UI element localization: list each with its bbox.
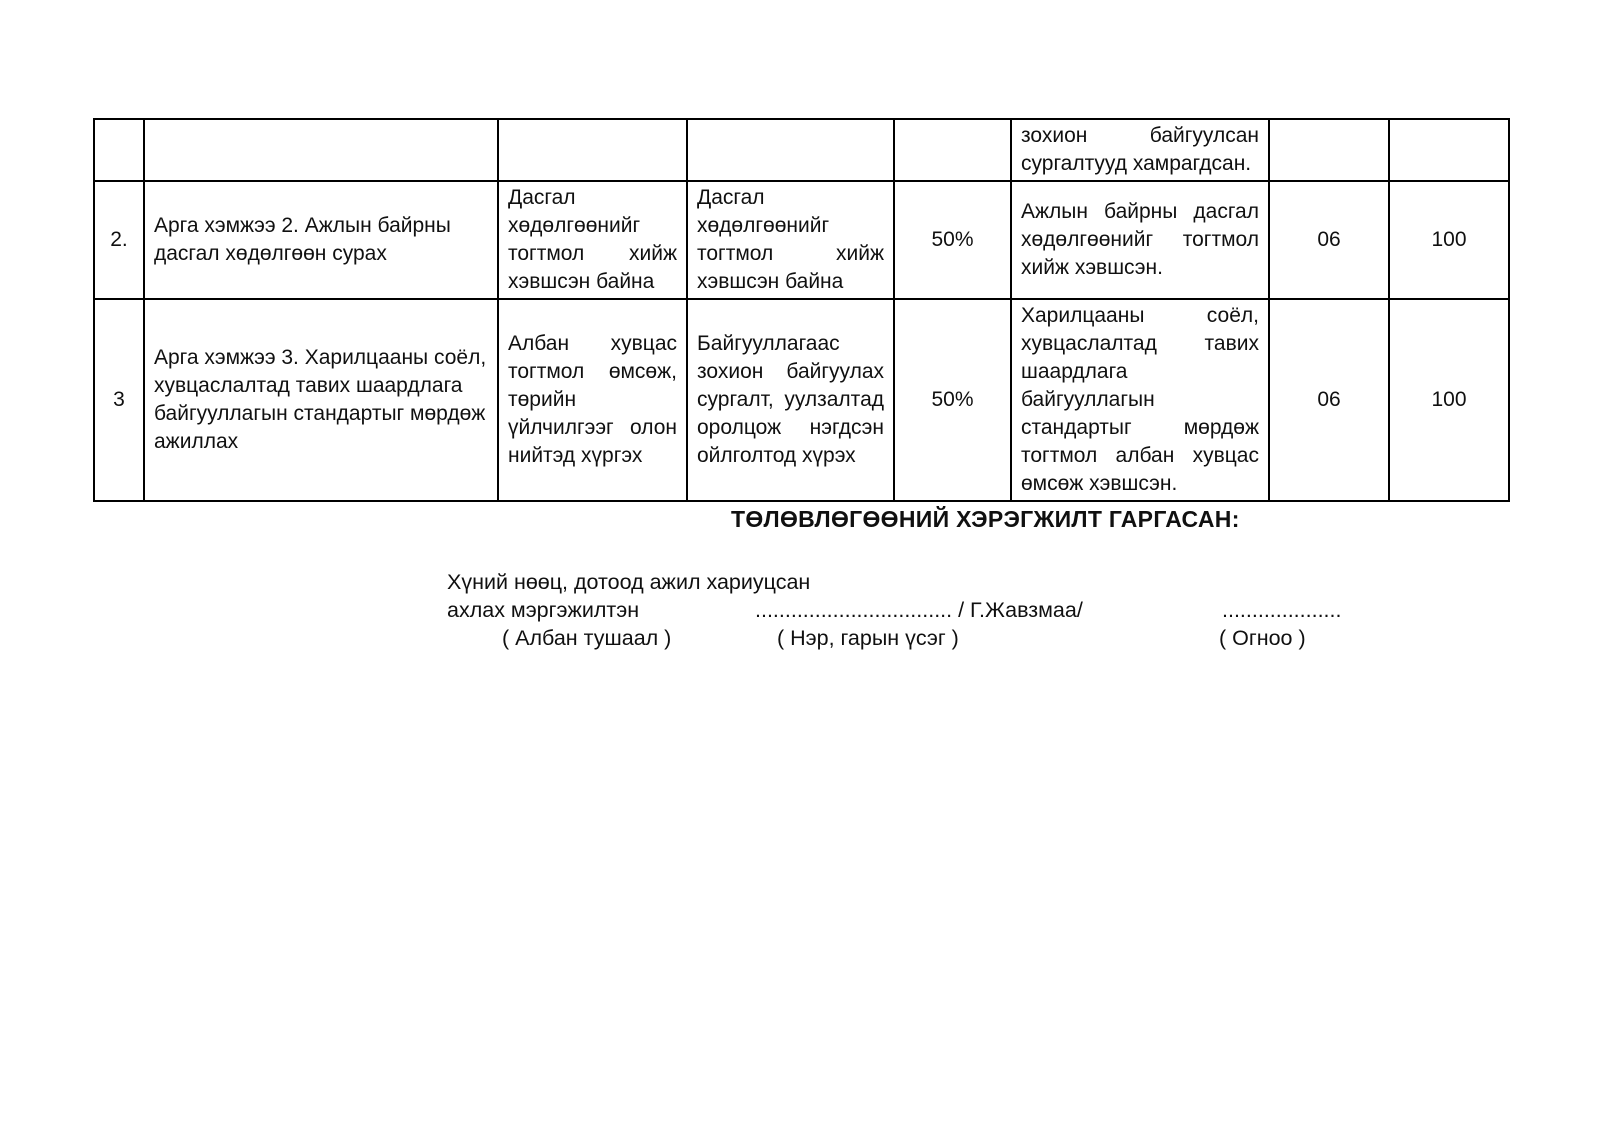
table-row-continuation [94,119,1509,181]
table-row [94,181,1509,299]
signer-role-line2: ахлах мэргэжилтэн [447,598,640,622]
cell-score [1389,119,1509,181]
signature-line-name: ................................. / Г.Жавзмаа/ [755,598,1083,622]
table-row [94,299,1509,501]
cell-result: Ажлын байрны дасгал хөдөлгөөнийг тогтмол хийж хэвшсэн. [1011,181,1269,299]
cell-criteria [498,119,687,181]
signature-line-date: .................... [1222,598,1342,622]
cell-activity: Арга хэмжээ 3. Харилцааны соёл, хувцаслалтад тавих шаардлага байгууллагын стандартыг мөрдөж ажиллах [144,299,498,501]
cell-percent [894,119,1011,181]
cell-target [687,119,894,181]
cell-activity: Арга хэмжээ 2. Ажлын байрны дасгал хөдөлгөөн сурах [144,181,498,299]
cell-activity [144,119,498,181]
signer-role-line1: Хүний нөөц, дотоод ажил хариуцсан [447,570,811,594]
cell-criteria: Албан хувцас тогтмол өмсөж, төрийн үйлчилгээг олон нийтэд хүргэх [498,299,687,501]
cell-month: 06 [1269,181,1389,299]
cell-result: Харилцааны соёл, хувцаслалтад тавих шаардлага байгууллагын стандартыг мөрдөж тогтмол албан хувцас өмсөж хэвшсэн. [1011,299,1269,501]
cell-percent: 50% [894,299,1011,501]
cell-num [94,119,144,181]
cell-target: Байгууллагаас зохион байгуулах сургалт, уулзалтад оролцож нэгдсэн ойлголтод хүрэх [687,299,894,501]
cell-score: 100 [1389,181,1509,299]
cell-num: 2. [94,181,144,299]
cell-percent: 50% [894,181,1011,299]
caption-date: ( Огноо ) [1219,626,1306,650]
section-heading: ТӨЛӨВЛӨГӨӨНИЙ ХЭРЭГЖИЛТ ГАРГАСАН: [731,506,1240,532]
caption-position: ( Албан тушаал ) [502,626,672,650]
caption-name-signature: ( Нэр, гарын үсэг ) [777,626,959,650]
cell-criteria: Дасгал хөдөлгөөнийг тогтмол хийж хэвшсэн байна [498,181,687,299]
cell-num: 3 [94,299,144,501]
cell-month [1269,119,1389,181]
cell-month: 06 [1269,299,1389,501]
plan-table [93,118,1510,502]
cell-score: 100 [1389,299,1509,501]
cell-result: зохион байгуулсан сургалтууд хамрагдсан. [1011,119,1269,181]
cell-target: Дасгал хөдөлгөөнийг тогтмол хийж хэвшсэн байна [687,181,894,299]
